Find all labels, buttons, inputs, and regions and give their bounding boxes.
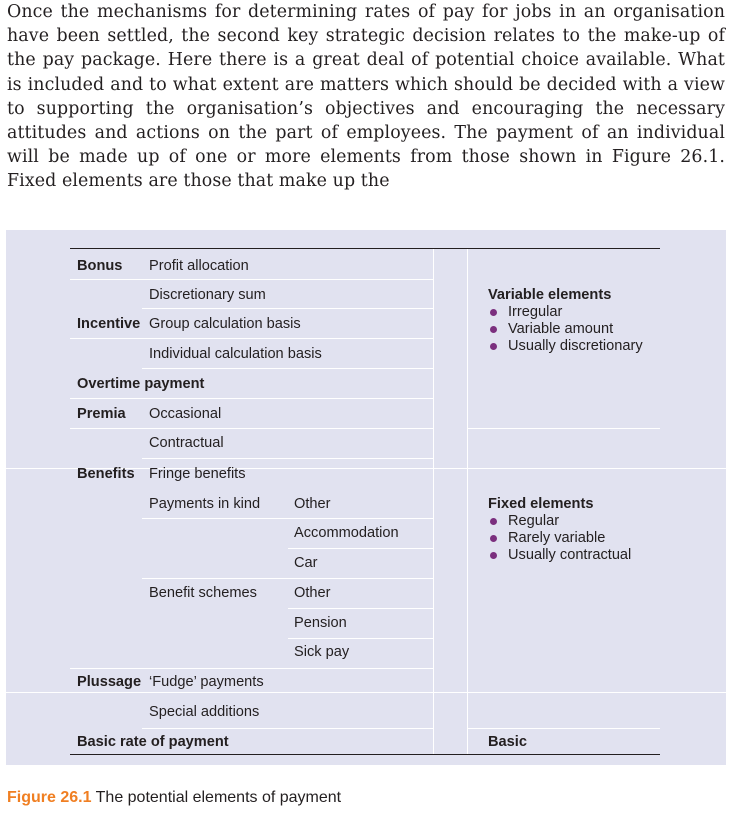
- row-label-basic-rate: Basic rate of payment: [77, 734, 229, 750]
- fixed-elements-list: [488, 513, 631, 564]
- row-divider: [142, 308, 433, 309]
- fixed-elements-block: [488, 496, 631, 564]
- bullet-item: Usually contractual: [488, 547, 631, 564]
- top-rule: [70, 248, 660, 249]
- row-divider: [70, 398, 433, 399]
- section-divider: [6, 692, 726, 693]
- row-divider: [288, 548, 433, 549]
- row-divider: [70, 668, 433, 669]
- bottom-rule: [70, 754, 660, 755]
- row-item-fringe-benefits: Fringe benefits: [149, 466, 246, 482]
- bullet-item: Rarely variable: [488, 530, 631, 547]
- body-paragraph: Once the mechanisms for determining rates of pay for jobs in an organisation have been settled, the second key strategic decision relates to the make-up of the pay package. Here there is a great deal of potential choice available. What is included and to what extent are matters which should be decided with a view to supporting the organisation’s objectives and encouraging the necessary attitudes and actions on the part of employees. The payment of an individual will be made up of one or more elements from those shown in Figure 26.1. Fixed elements are those that make up the: [7, 2, 725, 192]
- row-divider: [70, 338, 433, 339]
- bullet-item: Usually discretionary: [488, 338, 643, 355]
- row-label-bonus: Bonus: [77, 258, 123, 274]
- row-divider: [288, 638, 433, 639]
- row-item-discretionary-sum: Discretionary sum: [149, 287, 266, 303]
- row-divider: [70, 279, 433, 280]
- row-subitem-pension: Pension: [294, 615, 347, 631]
- row-label-benefits: Benefits: [77, 466, 135, 482]
- basic-label: Basic: [488, 734, 527, 750]
- row-subitem-accommodation: Accommodation: [294, 525, 399, 541]
- figure-caption: [7, 789, 341, 807]
- row-item-special-additions: Special additions: [149, 704, 260, 720]
- row-item-payments-in-kind: Payments in kind: [149, 496, 261, 512]
- row-item-benefit-schemes: Benefit schemes: [149, 585, 257, 601]
- row-subitem-other: Other: [294, 585, 331, 601]
- row-divider: [70, 428, 433, 429]
- variable-elements-heading: Variable elements: [488, 287, 612, 303]
- figure-panel: [6, 230, 726, 765]
- right-divider: [467, 728, 660, 729]
- column-divider: [433, 249, 434, 754]
- row-divider: [142, 728, 433, 729]
- bullet-item: Regular: [488, 513, 631, 530]
- row-subitem-sick-pay: Sick pay: [294, 644, 350, 660]
- row-divider: [288, 608, 433, 609]
- row-item-individual-calculation: Individual calculation basis: [149, 346, 322, 362]
- row-divider: [142, 458, 433, 459]
- variable-elements-list: [488, 304, 643, 355]
- row-divider: [142, 518, 433, 519]
- row-divider: [142, 368, 433, 369]
- row-label-overtime: Overtime payment: [77, 376, 205, 392]
- row-subitem-other: Other: [294, 496, 331, 512]
- bullet-item: Variable amount: [488, 321, 643, 338]
- right-divider: [467, 428, 660, 429]
- variable-elements-block: [488, 287, 643, 355]
- row-label-incentive: Incentive: [77, 316, 141, 332]
- row-item-contractual: Contractual: [149, 435, 224, 451]
- row-label-premia: Premia: [77, 406, 126, 422]
- row-item-profit-allocation: Profit allocation: [149, 258, 249, 274]
- fixed-elements-heading: Fixed elements: [488, 496, 594, 512]
- column-divider: [467, 249, 468, 754]
- row-subitem-car: Car: [294, 555, 318, 571]
- row-label-plussage: Plussage: [77, 674, 142, 690]
- row-item-occasional: Occasional: [149, 406, 222, 422]
- bullet-item: Irregular: [488, 304, 643, 321]
- figure-title: The potential elements of payment: [95, 789, 342, 806]
- figure-number: Figure 26.1: [7, 789, 92, 806]
- row-item-fudge-payments: ‘Fudge’ payments: [149, 674, 264, 690]
- row-divider: [142, 578, 433, 579]
- row-item-group-calculation: Group calculation basis: [149, 316, 301, 332]
